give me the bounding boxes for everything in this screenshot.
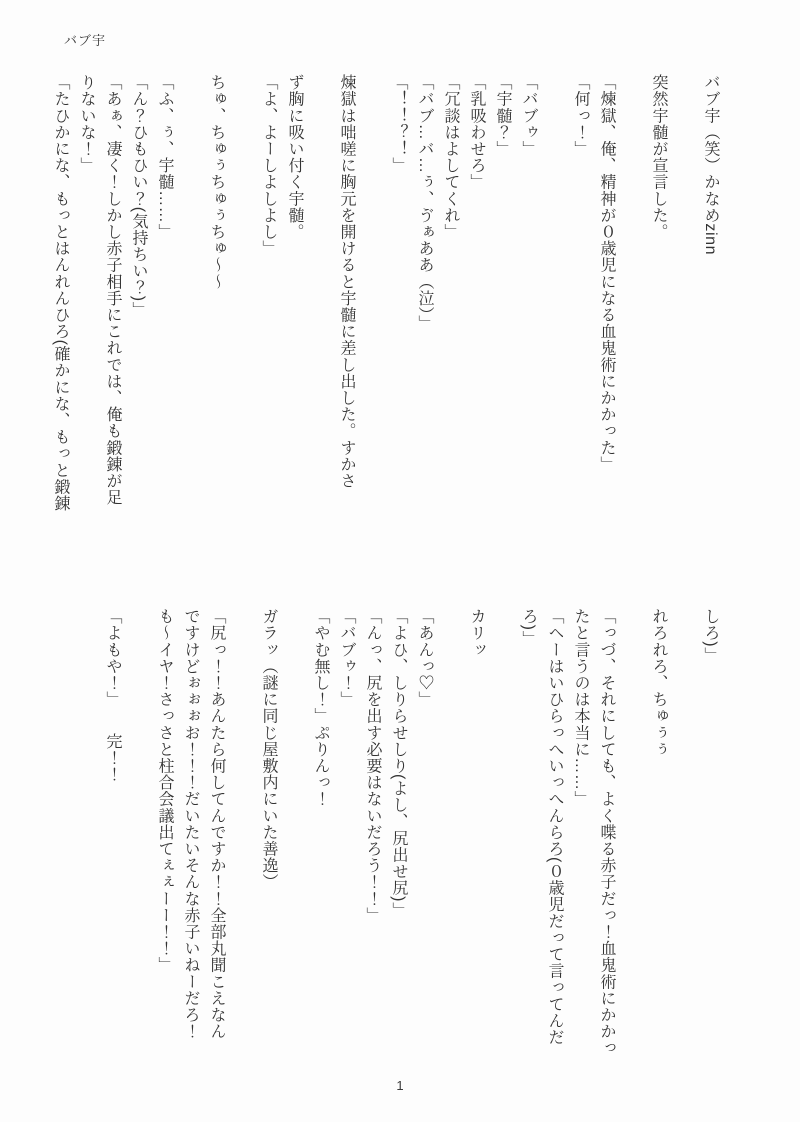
text-line: 「よもや！」 完！！ — [104, 608, 121, 783]
text-line — [671, 74, 697, 522]
text-line: ず胸に吸い付く宇髄。 — [286, 74, 303, 240]
text-line: 「冗談はよしてくれ」 — [442, 74, 459, 240]
page-number: 1 — [396, 1078, 404, 1093]
text-line: 煉獄は咄嗟に胸元を開けると宇髄に差し出した。すかさ — [338, 74, 355, 489]
text-line: 「ふ、ぅ、宇髄……」 — [156, 74, 173, 240]
text-line — [281, 608, 307, 1056]
text-line: 「ん？ひもひい？(気持ちい？)」 — [130, 74, 147, 319]
text-line: 「乳吸わせろ」 — [468, 74, 485, 191]
text-line: 「んっ、尻を出す必要はないだろう！！」 — [364, 608, 381, 924]
text-line: 突然宇髄が宣言した。 — [650, 74, 667, 240]
text-line: 「煉獄、俺、精神が０歳児になる血鬼術にかかった」 — [598, 74, 615, 473]
text-line: 「バブゥ！」 — [338, 608, 355, 708]
bottom-text-block — [99, 608, 723, 1056]
text-line — [619, 74, 645, 522]
top-text-block — [47, 74, 723, 522]
text-line: たと言うのは本当に……」 — [572, 608, 589, 808]
text-line — [489, 608, 515, 1056]
text-line — [229, 608, 255, 1056]
text-line — [125, 608, 151, 1056]
text-line: 「っづ、それにしても、よく喋る赤子だっ！血鬼術にかかっ — [598, 608, 615, 1057]
text-line-title: バブ宇（笑）かなめzinn — [702, 74, 719, 256]
text-line: 「何っ！」 — [572, 74, 589, 157]
text-line: 「よひ、しりらせしり(よし、尻出せ尻)」 — [390, 608, 407, 919]
text-line: 「やむ無し！」ぷりんっ！ — [312, 608, 329, 808]
text-line: ですけどぉぉぉお！！！だいたいそんな赤子いねーだろ！ — [182, 608, 199, 1040]
text-line: 「！！？！」 — [390, 74, 407, 174]
text-line: ちゅ、ちゅぅちゅぅちゅ～～ — [208, 74, 225, 290]
text-line — [437, 608, 463, 1056]
text-line: も～イヤ！さっさと柱合会議出てぇぇーー！！」 — [156, 608, 173, 974]
text-line — [177, 74, 203, 522]
text-line: 「バブゥ」 — [520, 74, 537, 157]
text-line: れろれろ、ちゅぅぅ — [650, 608, 667, 758]
text-line: 「宇髄？」 — [494, 74, 511, 157]
text-line: 「尻っ！！あんたら何してんですか！！全部丸聞こえなん — [208, 608, 225, 1040]
text-line — [619, 608, 645, 1056]
text-line: 「バブ…バ…ぅ、ゔぁああ（泣）」 — [416, 74, 433, 332]
text-line: 「あぁ、凄く！しかし赤子相手にこれでは、俺も鍛錬が足 — [104, 74, 121, 506]
text-line: ろ)」 — [520, 608, 537, 648]
text-line — [229, 74, 255, 522]
text-line — [541, 74, 567, 522]
page-header-label: バブ宇 — [64, 33, 107, 48]
text-line: りないな！」 — [78, 74, 95, 174]
text-line: しろ)」 — [702, 608, 719, 664]
text-line: 「あんっ♡」 — [416, 608, 433, 708]
text-line: カリッ — [468, 608, 485, 658]
text-line: ガラッ（謎に同じ屋敷内にいた善逸） — [260, 608, 277, 891]
text-line: 「よ、よーしよしよし」 — [260, 74, 277, 257]
text-line — [307, 74, 333, 522]
text-line: 「ヘーはいひらっへいっへんらろ(０歳児だって言ってんだ — [546, 608, 563, 1046]
text-line: 「たひかにな、もっとはんれんひろ(確かにな、もっと鍛錬 — [52, 74, 69, 512]
text-line — [359, 74, 385, 522]
text-line — [671, 608, 697, 1056]
